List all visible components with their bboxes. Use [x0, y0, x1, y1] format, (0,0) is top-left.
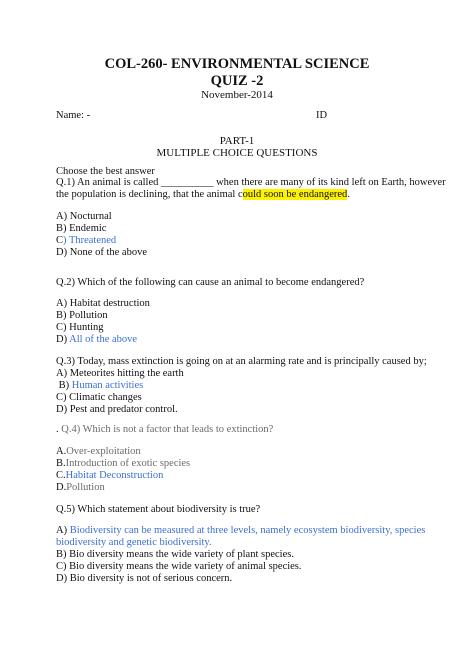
option-letter: D): [56, 573, 70, 584]
q2-option-c: [56, 322, 104, 334]
option-letter: D): [56, 334, 70, 345]
q1-option-b: [56, 223, 106, 235]
q5-option-a: [56, 525, 425, 537]
q4-question: [56, 424, 273, 436]
option-letter: B): [56, 549, 70, 560]
q4-option-c: [56, 470, 163, 482]
part-subtitle: MULTIPLE CHOICE QUESTIONS: [156, 147, 318, 159]
option-text: Hunting: [69, 322, 104, 333]
option-text: Introduction of exotic species: [65, 458, 191, 469]
option-letter: C: [56, 235, 64, 246]
q1-line-1: Q.1) An animal is called __________ when there are many of its kind left on Earth, however: [56, 177, 446, 188]
q3-option-a: [56, 368, 184, 380]
option-text: Endemic: [69, 223, 107, 234]
instruction: Choose the best answer: [56, 166, 155, 177]
option-letter: C): [56, 392, 70, 403]
q4-option-a: [56, 446, 141, 458]
q4-prefix: .: [56, 424, 62, 435]
q1-line-2: [56, 189, 350, 201]
q2-option-d: [56, 334, 137, 346]
option-text: Meteorites hitting the earth: [69, 368, 184, 379]
option-letter: C.: [56, 470, 66, 481]
option-text: Climatic changes: [69, 392, 142, 403]
q2-question: Q.2) Which of the following can cause an animal to become endangered?: [56, 277, 365, 288]
q1-option-a: [56, 211, 112, 223]
q3-question: Q.3) Today, mass extinction is going on at an alarming rate and is principally caused by;: [56, 356, 427, 367]
option-letter: B): [56, 380, 72, 391]
q5-option-c: [56, 561, 302, 573]
q5-question: Q.5) Which statement about biodiversity is true?: [56, 504, 261, 515]
option-text: Habitat destruction: [69, 298, 150, 309]
option-text: Pest and predator control.: [69, 404, 178, 415]
q2-option-a: [56, 298, 150, 310]
option-text-answer: Habitat Deconstruction: [65, 470, 164, 481]
q3-option-d: [56, 404, 178, 416]
option-letter: C): [56, 561, 70, 572]
q1-option-d: [56, 247, 147, 259]
q1-line-2-end: .: [347, 189, 350, 200]
q4-option-b: [56, 458, 190, 470]
option-letter: C): [56, 322, 70, 333]
q5-option-d: [56, 573, 232, 585]
course-title: COL-260- ENVIRONMENTAL SCIENCE: [104, 56, 370, 72]
option-letter: B): [56, 310, 70, 321]
id-label: ID: [316, 110, 328, 121]
option-text: Pollution: [69, 310, 108, 321]
option-text: Pollution: [66, 482, 105, 493]
q2-option-b: [56, 310, 108, 322]
option-letter: D): [56, 404, 70, 415]
option-text: Bio diversity means the wide variety of plant species.: [69, 549, 294, 560]
q4-option-d: [56, 482, 105, 494]
option-text: None of the above: [69, 247, 147, 258]
option-letter: B): [56, 223, 70, 234]
option-text: Bio diversity is not of serious concern.: [69, 573, 233, 584]
q3-option-c: [56, 392, 142, 404]
q4-question-text: Q.4) Which is not a factor that leads to extinction?: [61, 424, 274, 435]
option-text-answer: ) Threatened: [63, 235, 117, 246]
option-letter: A): [56, 211, 70, 222]
option-text-answer: All of the above: [69, 334, 138, 345]
option-text-answer: Biodiversity can be measured at three levels, namely ecosystem biodiversity, species: [69, 525, 426, 536]
part-title: PART-1: [219, 135, 255, 147]
q5-option-b: [56, 549, 294, 561]
option-letter: D): [56, 247, 70, 258]
option-text: Over-exploitation: [66, 446, 141, 457]
quiz-title: QUIZ -2: [210, 73, 264, 89]
q3-option-b: [56, 380, 143, 392]
option-letter: B.: [56, 458, 66, 469]
quiz-date: November-2014: [201, 89, 273, 101]
q1-option-c: [56, 235, 116, 247]
option-letter: A): [56, 298, 70, 309]
option-letter: D.: [56, 482, 67, 493]
option-letter: A.: [56, 446, 67, 457]
option-letter: A): [56, 525, 70, 536]
option-letter: A): [56, 368, 70, 379]
option-text: Nocturnal: [69, 211, 112, 222]
q1-line-2-start: the population is declining, that the animal c: [56, 189, 243, 200]
name-label: Name: -: [56, 110, 91, 121]
q5-option-a-line-2: biodiversity and genetic biodiversity.: [56, 537, 212, 548]
option-text-answer: Human activities: [71, 380, 144, 391]
option-text: Bio diversity means the wide variety of animal species.: [69, 561, 302, 572]
q1-highlight: ould soon be endangered: [242, 189, 348, 200]
